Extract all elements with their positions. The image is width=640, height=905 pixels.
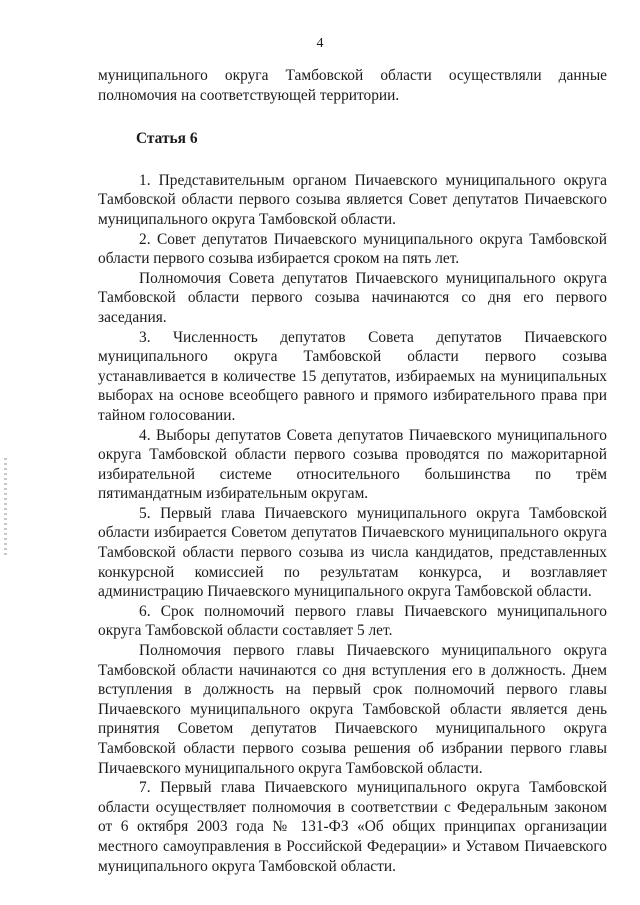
page-number: 4 xyxy=(316,36,324,51)
paragraph-3: 3. Численность депутатов Совета депутатов Пичаевского муниципального округа Тамбовской области первого созыва устанавливается в количестве 15 депутатов, избираемых на муниципальных выборах на основе всеобщего равного и прямого избирательного права при тайном голосовании. xyxy=(98,328,607,424)
paragraph-5: 5. Первый глава Пичаевского муниципального округа Тамбовской области избирается Советом депутатов Пичаевского муниципального округа Тамбовской области первого созыва из числа кандидатов, представленных конкурсной комиссией по результатам конкурса, и возглавляет администрацию Пичаевского муниципального округа Тамбовской области. xyxy=(98,504,607,601)
article-heading: Статья 6 xyxy=(136,130,198,148)
intro-paragraph: муниципального округа Тамбовской области осуществляли данные полномочия на соответствующей территории. xyxy=(98,67,607,104)
paragraph-4: 4. Выборы депутатов Совета депутатов Пичаевского муниципального округа Тамбовской области первого созыва проводятся по мажоритарной избирательной системе относительного большинства по трём пятимандатным избирательным округам. xyxy=(98,426,607,503)
paragraph-6-continued: Полномочия первого главы Пичаевского муниципального округа Тамбовской области начинаются со дня вступления его в должность. Днем вступления в должность на первый срок полномочий первого главы Пичаевского муниципального округа Тамбовской области является день принятия Советом депутатов Пичаевского муниципального округа Тамбовской области первого созыва решения об избрании первого главы Пичаевского муниципального округа Тамбовской области. xyxy=(98,642,607,777)
paragraph-7: 7. Первый глава Пичаевского муниципального округа Тамбовской области осуществляет полномочия в соответствии с Федеральным законом от 6 октября 2003 года № 131-ФЗ «Об общих принципах организации местного самоуправления в Российской Федерации» и Уставом Пичаевского муниципального округа Тамбовской области. xyxy=(98,779,607,875)
paragraph-1: 1. Представительным органом Пичаевского муниципального округа Тамбовской области первого созыва является Совет депутатов Пичаевского муниципального округа Тамбовской области. xyxy=(98,171,607,228)
paragraph-2-continued: Полномочия Совета депутатов Пичаевского муниципального округа Тамбовской области первого созыва начинаются со дня его первого заседания. xyxy=(98,269,607,326)
paragraph-6: 6. Срок полномочий первого главы Пичаевского муниципального округа Тамбовской области составляет 5 лет. xyxy=(98,602,607,640)
margin-scan-mark xyxy=(4,458,7,558)
paragraph-2: 2. Совет депутатов Пичаевского муниципального округа Тамбовской области первого созыва избирается сроком на пять лет. xyxy=(98,230,607,268)
document-body xyxy=(98,66,607,876)
